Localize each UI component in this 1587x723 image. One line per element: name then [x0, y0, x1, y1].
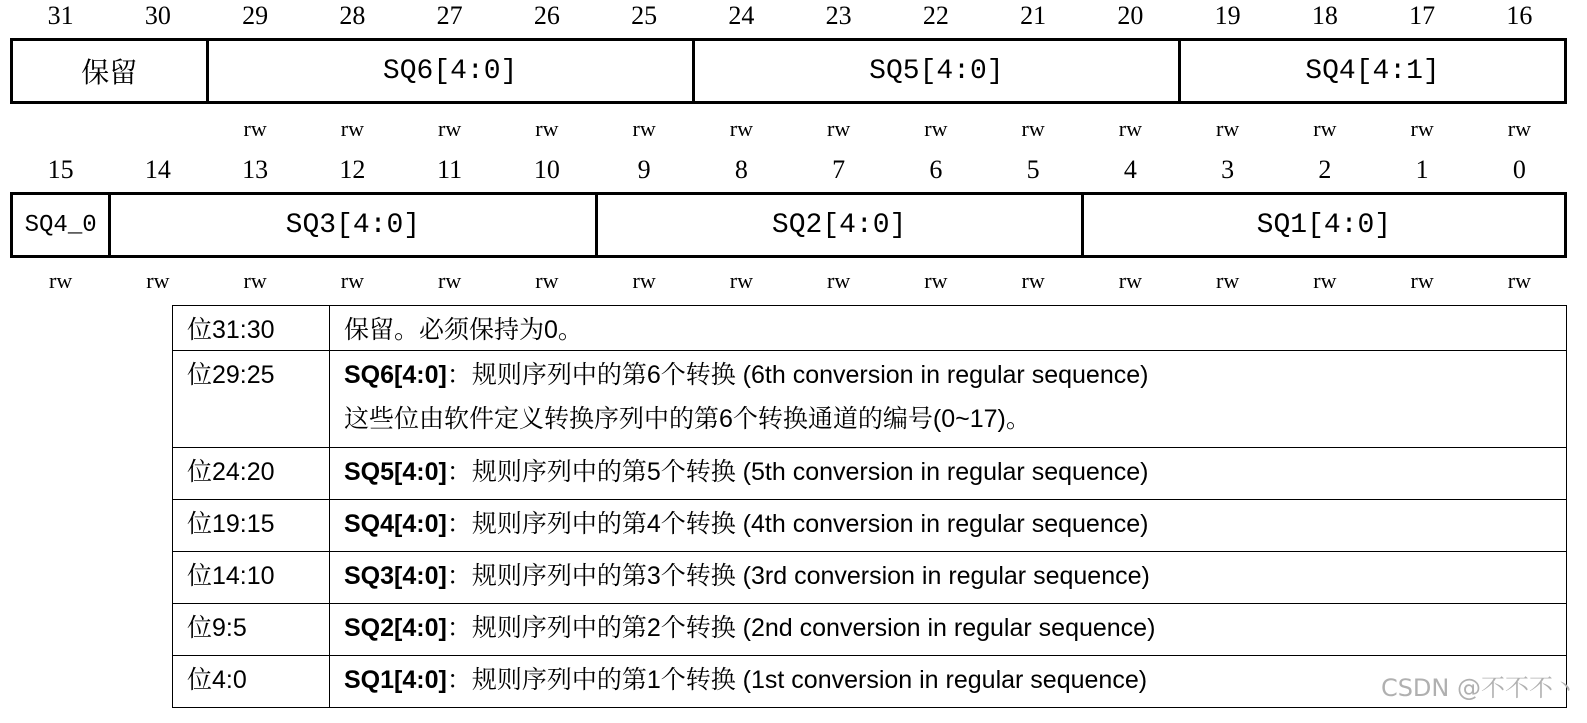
bit-range — [173, 604, 330, 656]
description-extra: 这些位由软件定义转换序列中的第6个转换通道的编号(0~17)。 — [344, 405, 1031, 433]
bit-number: 29 — [242, 1, 269, 30]
access-label: rw — [1021, 268, 1045, 293]
table-row — [173, 604, 1567, 656]
access-label: rw — [146, 268, 170, 293]
access-label: rw — [340, 268, 364, 293]
access-label: rw — [1216, 268, 1240, 293]
description-line — [344, 500, 1552, 551]
bit-description — [330, 306, 1567, 351]
bit-number: 6 — [929, 155, 943, 184]
bit-range-text: 位29:25 — [187, 361, 275, 389]
field-sq2: SQ2[4:0] — [598, 195, 1084, 255]
access-label: rw — [827, 268, 851, 293]
table-row — [173, 306, 1567, 351]
access-row-low — [12, 268, 1568, 294]
table-row — [173, 500, 1567, 552]
description-line — [344, 656, 1552, 707]
bit-range-text: 位31:30 — [187, 316, 275, 344]
bit-number: 2 — [1318, 155, 1332, 184]
access-label: rw — [1410, 116, 1434, 141]
bit-range-text: 位19:15 — [187, 510, 275, 538]
access-label: rw — [632, 268, 656, 293]
access-label: rw — [1118, 116, 1142, 141]
access-label: rw — [924, 268, 948, 293]
access-label: rw — [1507, 116, 1531, 141]
bit-range-text: 位9:5 — [187, 614, 247, 642]
access-label: rw — [1118, 268, 1142, 293]
access-label: rw — [340, 116, 364, 141]
description-line — [344, 351, 1552, 395]
bit-number: 5 — [1026, 155, 1040, 184]
description-text: ：规则序列中的第4个转换 (4th conversion in regular sequence) — [446, 510, 1149, 538]
description-text: 保留。必须保持为0。 — [344, 316, 583, 344]
access-label: rw — [243, 268, 267, 293]
bit-description — [330, 448, 1567, 500]
bit-description — [330, 500, 1567, 552]
access-label: rw — [49, 268, 73, 293]
description-text: ：规则序列中的第1个转换 (1st conversion in regular sequence) — [446, 666, 1148, 694]
bit-numbers-low — [12, 154, 1568, 186]
table-row — [173, 351, 1567, 448]
bit-number: 25 — [631, 1, 658, 30]
bit-number: 7 — [832, 155, 846, 184]
field-sq5: SQ5[4:0] — [695, 41, 1181, 101]
access-label: rw — [1021, 116, 1045, 141]
access-label: rw — [1313, 116, 1337, 141]
bit-range — [173, 448, 330, 500]
access-label: rw — [729, 268, 753, 293]
bit-description — [330, 552, 1567, 604]
bit-number: 3 — [1221, 155, 1235, 184]
access-label: rw — [535, 268, 559, 293]
table-row — [173, 448, 1567, 500]
field-name: SQ5[4:0] — [344, 458, 447, 486]
description-line — [344, 306, 1552, 350]
bit-description-table — [172, 305, 1567, 708]
bit-number: 21 — [1020, 1, 1047, 30]
access-label: rw — [1410, 268, 1434, 293]
bit-range — [173, 306, 330, 351]
bit-description — [330, 604, 1567, 656]
bit-range — [173, 351, 330, 448]
register-high — [10, 38, 1567, 104]
bit-number: 14 — [144, 155, 171, 184]
bit-range-text: 位14:10 — [187, 562, 275, 590]
bit-number: 23 — [825, 1, 852, 30]
description-text: ：规则序列中的第5个转换 (5th conversion in regular sequence) — [446, 458, 1149, 486]
bit-range — [173, 656, 330, 708]
access-label: rw — [632, 116, 656, 141]
bit-number: 8 — [734, 155, 748, 184]
field-sq4-high: SQ4[4:1] — [1305, 55, 1440, 87]
bit-range — [173, 500, 330, 552]
description-text: ：规则序列中的第6个转换 (6th conversion in regular sequence) — [446, 361, 1149, 389]
bit-number: 1 — [1415, 155, 1429, 184]
bit-number: 10 — [533, 155, 560, 184]
description-text: ：规则序列中的第2个转换 (2nd conversion in regular sequence) — [446, 614, 1156, 642]
access-label: rw — [438, 268, 462, 293]
bit-number: 0 — [1512, 155, 1526, 184]
bit-number: 31 — [47, 1, 74, 30]
access-label: rw — [438, 116, 462, 141]
watermark: CSDN @不不不丶 — [1380, 674, 1577, 702]
bit-number: 20 — [1117, 1, 1144, 30]
field-sq4-bit0: SQ4_0 — [13, 195, 111, 255]
bit-description — [330, 351, 1567, 448]
bit-number: 30 — [144, 1, 171, 30]
field-reserved: 保留 — [13, 41, 209, 101]
bit-range — [173, 552, 330, 604]
field-name: SQ2[4:0] — [344, 614, 447, 642]
access-label: rw — [1507, 268, 1531, 293]
description-line — [344, 448, 1552, 499]
bit-number: 27 — [436, 1, 463, 30]
field-name: SQ3[4:0] — [344, 562, 447, 590]
bit-number: 19 — [1214, 1, 1241, 30]
field-sq3: SQ3[4:0] — [111, 195, 597, 255]
bit-number: 24 — [728, 1, 755, 30]
bit-number: 22 — [922, 1, 949, 30]
field-sq6: SQ6[4:0] — [209, 41, 695, 101]
bit-number: 11 — [437, 155, 463, 184]
bit-number: 28 — [339, 1, 366, 30]
bit-number: 26 — [533, 1, 560, 30]
field-sq1: SQ1[4:0] — [1256, 209, 1392, 241]
access-label: rw — [924, 116, 948, 141]
access-label: rw — [243, 116, 267, 141]
bit-number: 18 — [1311, 1, 1338, 30]
field-name: SQ4[4:0] — [344, 510, 447, 538]
access-label: rw — [535, 116, 559, 141]
description-line — [344, 552, 1552, 603]
description-line — [344, 604, 1552, 655]
field-name: SQ6[4:0] — [344, 361, 447, 389]
bit-number: 15 — [47, 155, 74, 184]
bit-range-text: 位24:20 — [187, 458, 275, 486]
bit-number: 12 — [339, 155, 366, 184]
register-low — [10, 192, 1567, 258]
access-label: rw — [1313, 268, 1337, 293]
access-label: rw — [1216, 116, 1240, 141]
access-label: rw — [729, 116, 753, 141]
bit-number: 9 — [637, 155, 651, 184]
description-text: ：规则序列中的第3个转换 (3rd conversion in regular sequence) — [446, 562, 1150, 590]
field-name: SQ1[4:0] — [344, 666, 447, 694]
access-row-high — [12, 116, 1568, 142]
bit-range-text: 位4:0 — [187, 666, 247, 694]
bit-number: 4 — [1123, 155, 1137, 184]
access-label: rw — [827, 116, 851, 141]
bit-number: 16 — [1506, 1, 1533, 30]
bit-number: 13 — [242, 155, 269, 184]
bit-numbers-high — [12, 0, 1568, 32]
table-row — [173, 656, 1567, 708]
bit-number: 17 — [1409, 1, 1436, 30]
table-row — [173, 552, 1567, 604]
